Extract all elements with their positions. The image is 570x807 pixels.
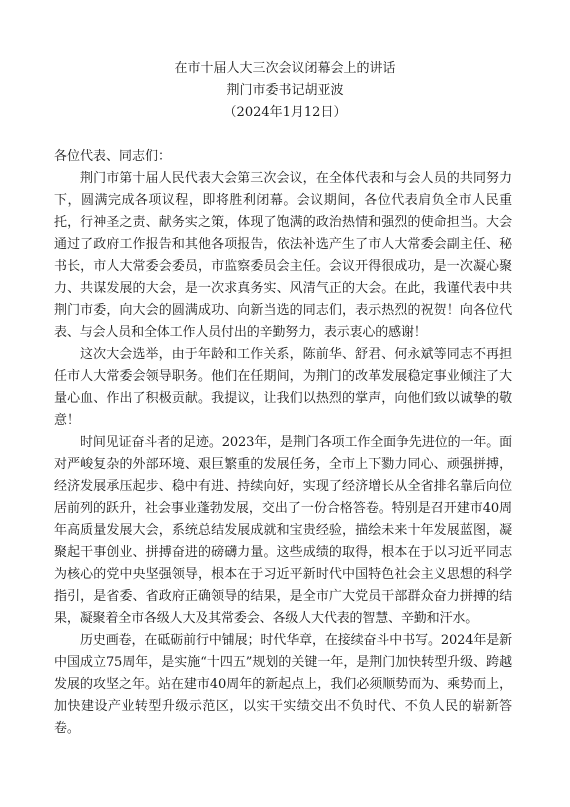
document-date: （2024年1月12日）	[223, 105, 347, 120]
document-author: 荆门市委书记胡亚波	[226, 83, 344, 98]
salutation: 各位代表、同志们：	[54, 149, 172, 164]
paragraph-2: 这次大会选举，由于年龄和工作关系，陈前华、舒君、何永斌等同志不再担任市人大常委会领导职务。他们在任期间，为荆门的改革发展稳定事业倾注了大量心血、作出了积极贡献。我提议，让我们以热烈的掌声，向他们致以诚挚的敬意！	[54, 347, 512, 428]
paragraph-1: 荆门市第十届人民代表大会第三次会议，在全体代表和与会人员的共同努力下，圆满完成各项议程，即将胜利闭幕。会议期间，各位代表肩负全市人民重托，行神圣之责、献务实之策，体现了饱满的政治热情和强烈的使命担当。大会通过了政府工作报告和其他各项报告，依法补选产生了市人大常委会副主任、秘书长，市人大常委会委员，市监察委员会主任。会议开得很成功，是一次凝心聚力、共谋发展的大会，是一次求真务实、风清气正的大会。在此，我谨代表中共荆门市委，向大会的圆满成功、向新当选的同志们，表示热烈的祝贺！向各位代表、与会人员和全体工作人员付出的辛勤努力，表示衷心的感谢！	[54, 171, 512, 340]
document-body	[54, 146, 512, 740]
document-title: 在市十届人大三次会议闭幕会上的讲话	[174, 61, 396, 76]
document-header	[0, 58, 570, 124]
paragraph-4: 历史画卷，在砥砺前行中铺展；时代华章，在接续奋斗中书写。2024年是新中国成立75周年，是实施“十四五”规划的关键一年，是荆门加快转型升级、跨越发展的攻坚之年。站在建市40周年的新起点上，我们必须顺势而为、乘势而上，加快建设产业转型升级示范区，以实干实绩交出不负时代、不负人民的崭新答卷。	[54, 633, 512, 736]
paragraph-3: 时间见证奋斗者的足迹。2023年，是荆门各项工作全面争先进位的一年。面对严峻复杂的外部环境、艰巨繁重的发展任务，全市上下勠力同心、顽强拼搏，经济发展承压起步、稳中有进、持续向好，实现了经济增长从全省排名靠后向位居前列的跃升，社会事业蓬勃发展，交出了一份合格答卷。特别是召开建市40周年高质量发展大会，系统总结发展成就和宝贵经验，描绘未来十年发展蓝图，凝聚起干事创业、拼搏奋进的磅礴力量。这些成绩的取得，根本在于以习近平同志为核心的党中央坚强领导，根本在于习近平新时代中国特色社会主义思想的科学指引，是省委、省政府正确领导的结果，是全市广大党员干部群众奋力拼搏的结果，凝聚着全市各级人大及其常委会、各级人大代表的智慧、辛勤和汗水。	[54, 435, 512, 626]
